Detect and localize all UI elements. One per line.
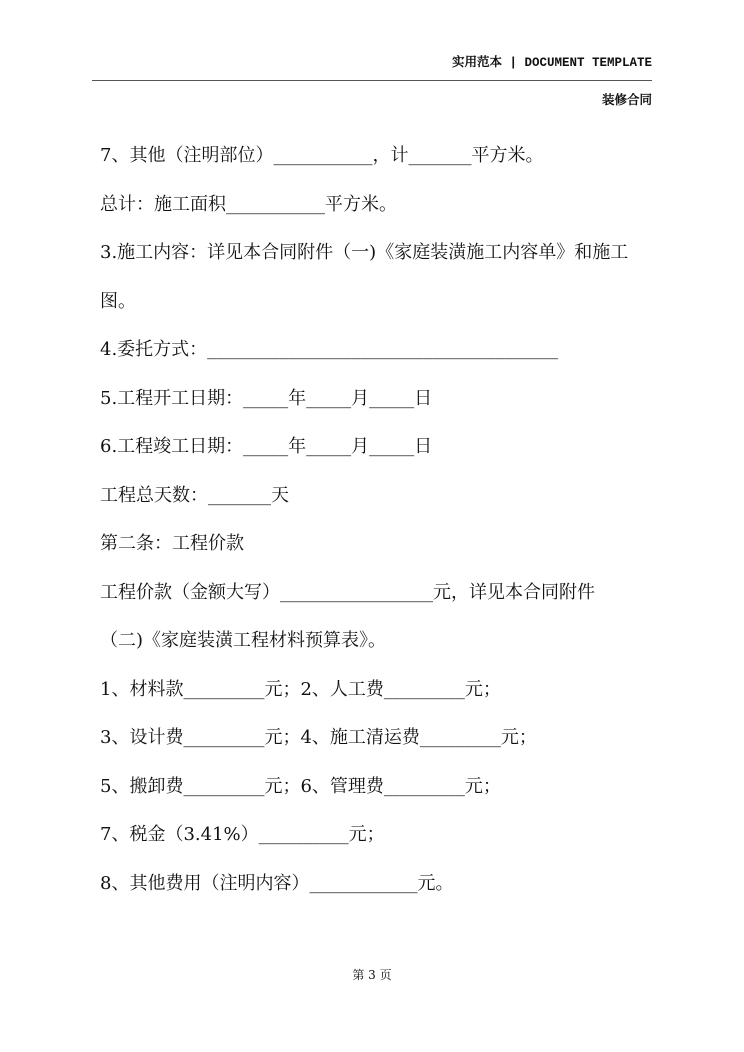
text-line: 4.委托方式：_______________________________________ <box>100 339 559 360</box>
text-line: 1、材料款_________元；2、人工费_________元； <box>100 678 501 700</box>
text-line: （二)《家庭装潢工程材料预算表》。 <box>100 630 387 651</box>
document-header-subtitle: 装修合同 <box>601 92 652 107</box>
header-divider <box>92 80 652 81</box>
text-line: 8、其他费用（注明内容）____________元。 <box>100 872 454 894</box>
text-line: 5、搬卸费_________元；6、管理费_________元； <box>100 775 501 797</box>
page-number: 第 3 页 <box>352 968 392 982</box>
text-line: 5.工程开工日期：_____年_____月_____日 <box>100 387 433 409</box>
contract-body <box>100 138 660 914</box>
text-line: 图。 <box>100 290 136 312</box>
text-line: 7、其他（注明部位）___________，计_______平方米。 <box>100 145 544 166</box>
text-line: 3、设计费_________元；4、施工清运费_________元； <box>100 727 537 748</box>
text-line: 3.施工内容：详见本合同附件（一)《家庭装潢施工内容单》和施工 <box>100 242 629 263</box>
text-line: 工程价款（金额大写）_________________元，详见本合同附件 <box>100 581 595 603</box>
section-heading: 第二条：工程价款 <box>100 533 244 554</box>
text-line: 6.工程竣工日期：_____年_____月_____日 <box>100 436 433 457</box>
text-line: 工程总天数：_______天 <box>100 484 289 506</box>
text-line: 7、税金（3.41%）__________元； <box>100 824 385 845</box>
document-header-title: 实用范本 | DOCUMENT TEMPLATE <box>451 56 652 70</box>
text-line: 总计：施工面积___________平方米。 <box>100 193 397 215</box>
